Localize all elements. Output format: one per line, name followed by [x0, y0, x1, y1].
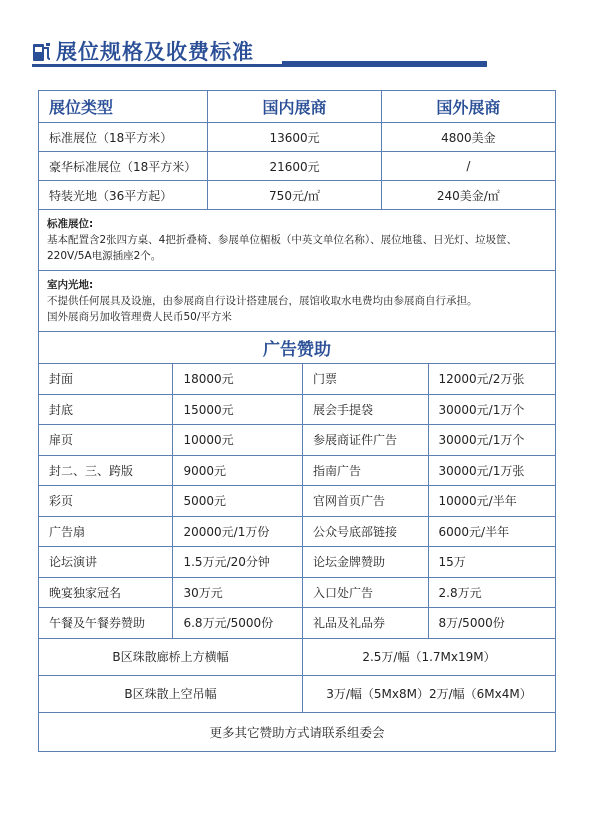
- column-header: 国外展商: [436, 98, 501, 117]
- table-row: [39, 181, 555, 210]
- table-row: [39, 608, 555, 639]
- item-price: 8万/5000份: [438, 616, 505, 631]
- indoor-space-note: [39, 271, 555, 332]
- item-name: 扉页: [39, 425, 173, 455]
- sponsorship-title: 广告赞助: [39, 332, 555, 364]
- table-row-wide: [39, 639, 555, 676]
- foreign-price: /: [466, 159, 471, 173]
- booth-type: 豪华标准展位（18平方米）: [39, 152, 208, 180]
- item-name: 午餐及午餐券赞助: [39, 608, 173, 638]
- item-price: 10000元: [173, 425, 303, 455]
- note-line: 不提供任何展具及设施，由参展商自行设计搭建展台，展馆收取水电费均由参展商自行承担。: [47, 295, 478, 307]
- item-name: B区珠散上空吊幅: [39, 676, 303, 712]
- note-line: 基本配置含2张四方桌、4把折叠椅、参展单位楣板（中英文单位名称）、展位地毯、日光灯、垃圾筐、: [47, 234, 518, 246]
- column-header: 国内展商: [208, 91, 381, 122]
- item-price: 6000元/半年: [438, 524, 510, 539]
- table-row: [39, 123, 555, 152]
- item-name: B区珠散廊桥上方横幅: [39, 639, 303, 675]
- item-name: 入口处广告: [303, 578, 429, 608]
- item-name: 晚宴独家冠名: [39, 578, 173, 608]
- table-row: [39, 547, 555, 578]
- item-name: 彩页: [39, 486, 173, 516]
- table-row: [39, 364, 555, 395]
- column-header: 展位类型: [39, 91, 208, 122]
- page-title: 展位规格及收费标准: [56, 40, 254, 64]
- contact-footer: [39, 713, 555, 751]
- table-row: [39, 425, 555, 456]
- table-row: [39, 517, 555, 548]
- item-price: 6.8万元/5000份: [173, 608, 303, 638]
- item-name: 指南广告: [303, 456, 429, 486]
- item-price: 30万元: [173, 578, 303, 608]
- item-price: 30000元/1万个: [438, 402, 525, 417]
- item-price: 30000元/1万张: [438, 463, 525, 478]
- item-name: 官网首页广告: [303, 486, 429, 516]
- note-line: 国外展商另加收管理费人民币50/平方米: [47, 311, 232, 323]
- domestic-price: 13600元: [208, 123, 381, 151]
- item-name: 广告扇: [39, 517, 173, 547]
- table-row: [39, 486, 555, 517]
- table-row: [39, 395, 555, 426]
- item-price: 3万/幅（5Mx8M）2万/幅（6Mx4M）: [326, 687, 532, 701]
- item-price: 2.5万/幅（1.7Mx19M）: [362, 650, 496, 664]
- item-name: 参展商证件广告: [303, 425, 429, 455]
- note-title: 标准展位:: [47, 218, 94, 230]
- booth-table-header: [39, 91, 555, 123]
- item-price: 30000元/1万个: [438, 433, 525, 448]
- item-name: 封面: [39, 364, 173, 394]
- item-name: 论坛演讲: [39, 547, 173, 577]
- table-row: [39, 456, 555, 487]
- item-price: 20000元/1万份: [173, 517, 303, 547]
- section-header: [32, 34, 492, 70]
- item-name: 门票: [303, 364, 429, 394]
- table-row: [39, 578, 555, 609]
- title-underline-accent: [282, 61, 487, 67]
- domestic-price: 21600元: [208, 152, 381, 180]
- item-price: 15万: [438, 555, 466, 570]
- table-row: [39, 152, 555, 181]
- item-price: 10000元/半年: [438, 494, 517, 509]
- booth-type: 特装光地（36平方起）: [39, 181, 208, 209]
- footer-text: 更多其它赞助方式请联系组委会: [209, 724, 385, 740]
- item-price: 18000元: [173, 364, 303, 394]
- item-name: 公众号底部链接: [303, 517, 429, 547]
- standard-booth-note: [39, 210, 555, 271]
- booth-type: 标准展位（18平方米）: [39, 123, 208, 151]
- item-price: 9000元: [173, 456, 303, 486]
- fuel-pump-icon: [32, 40, 52, 62]
- item-price: 2.8万元: [438, 585, 482, 600]
- note-line: 220V/5A电源插座2个。: [47, 250, 162, 262]
- item-name: 展会手提袋: [303, 395, 429, 425]
- note-title: 室内光地:: [47, 279, 94, 291]
- item-name: 封二、三、跨版: [39, 456, 173, 486]
- item-name: 论坛金牌赞助: [303, 547, 429, 577]
- domestic-price: 750元/㎡: [208, 181, 381, 209]
- table-row-wide: [39, 676, 555, 713]
- sponsorship-table: [39, 364, 555, 751]
- foreign-price: 4800美金: [441, 130, 496, 145]
- item-price: 1.5万元/20分钟: [173, 547, 303, 577]
- foreign-price: 240美金/㎡: [436, 188, 500, 203]
- item-name: 封底: [39, 395, 173, 425]
- item-name: 礼品及礼品券: [303, 608, 429, 638]
- item-price: 15000元: [173, 395, 303, 425]
- item-price: 5000元: [173, 486, 303, 516]
- pricing-sheet: [38, 90, 556, 752]
- item-price: 12000元/2万张: [438, 372, 525, 387]
